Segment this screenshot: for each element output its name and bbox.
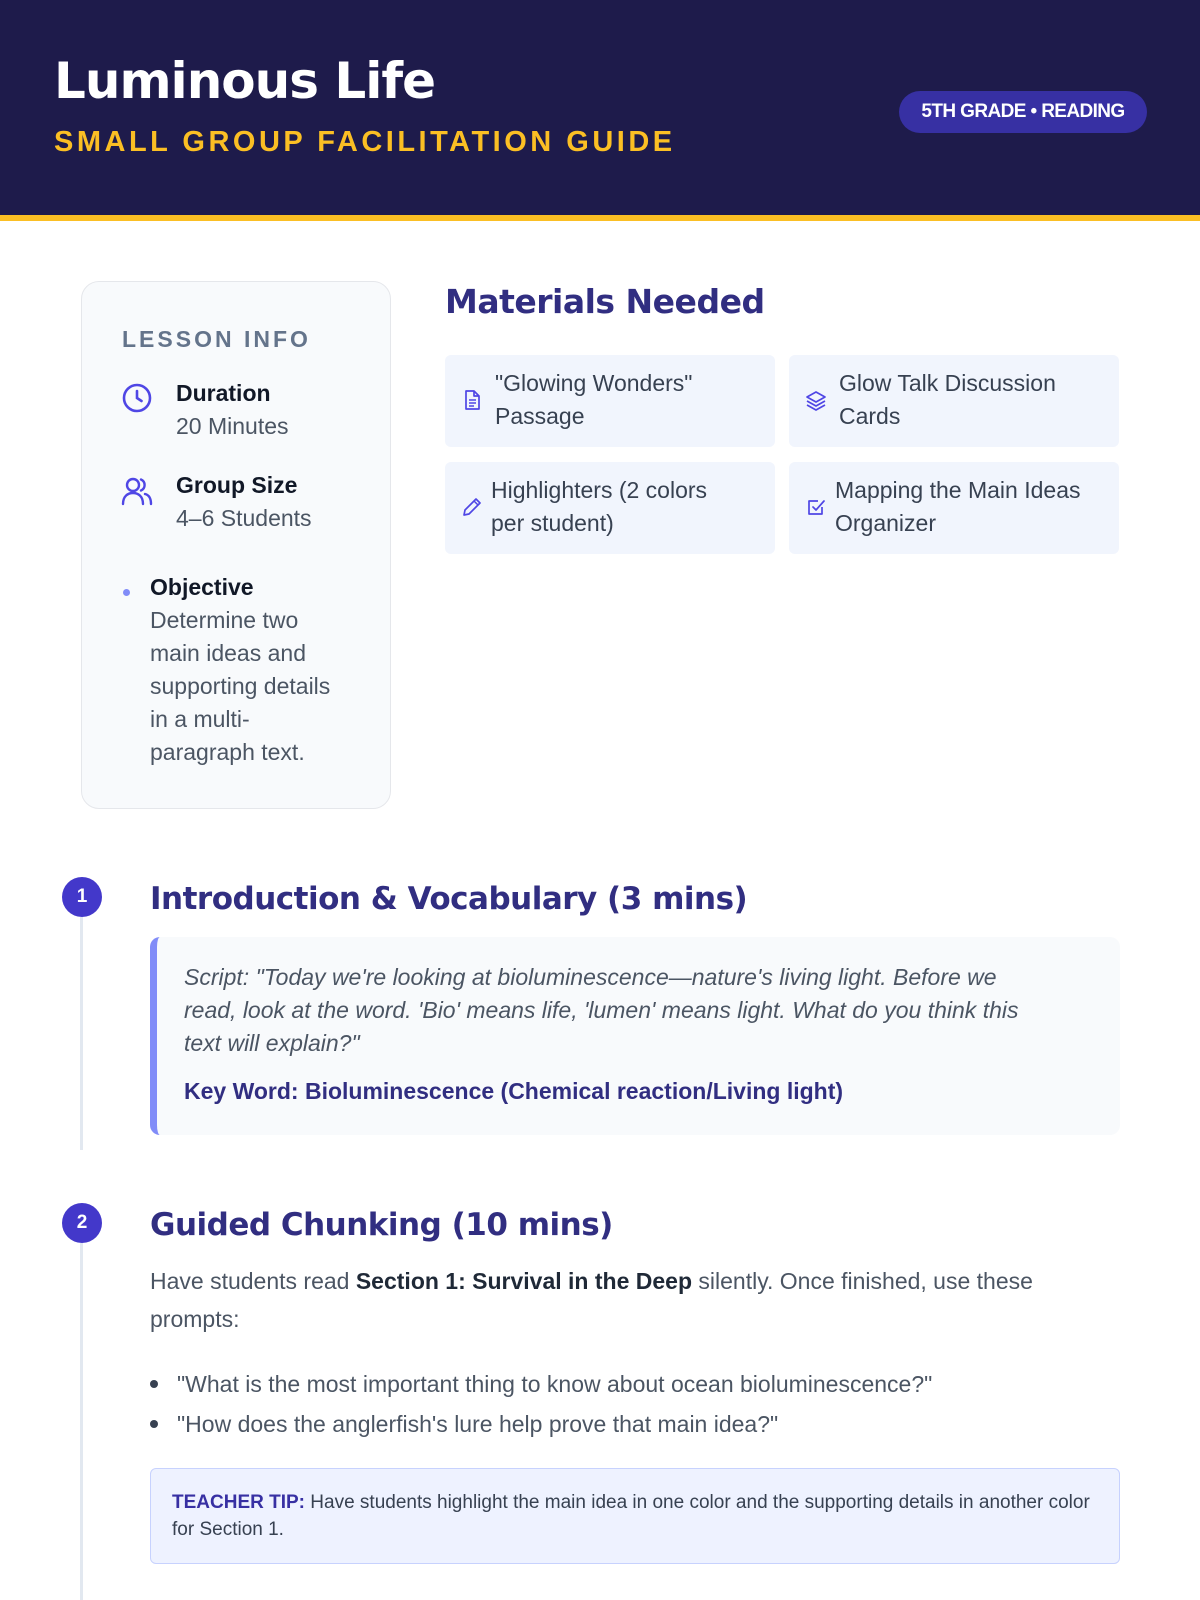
page-subtitle: SMALL GROUP FACILITATION GUIDE: [54, 126, 676, 158]
timeline-line: [80, 917, 83, 1150]
clock-icon: [120, 381, 154, 415]
material-label: "Glowing Wonders" Passage: [495, 370, 693, 429]
grade-badge: 5TH GRADE • READING: [899, 91, 1147, 133]
step-title: Introduction & Vocabulary (3 mins): [150, 881, 748, 917]
list-item: "How does the anglerfish's lure help prove that main idea?": [150, 1411, 778, 1438]
step-title: Guided Chunking (10 mins): [150, 1207, 613, 1243]
lesson-info-heading: LESSON INFO: [122, 326, 311, 352]
lesson-info-card: [81, 281, 391, 809]
material-item: [789, 462, 1119, 554]
bullet-icon: [150, 1420, 158, 1428]
script-box: [150, 937, 1120, 1135]
objective-bullet-icon: [123, 589, 130, 596]
script-text: Script: "Today we're looking at bioluminescence—nature's living light. Before we read, look at the word. 'Bio' means life, 'lumen' means light. What do you think this text will explain?": [184, 964, 1019, 1056]
material-item: [789, 355, 1119, 447]
page-title: Luminous Life: [54, 52, 436, 110]
duration-label: Duration: [176, 380, 271, 406]
duration-value: 20 Minutes: [176, 413, 289, 439]
key-word: Key Word: Bioluminescence (Chemical reaction/Living light): [184, 1078, 844, 1104]
objective-text: Determine two main ideas and supporting details in a multi- paragraph text.: [150, 607, 331, 765]
timeline-line: [80, 1243, 83, 1600]
step-number-badge: 2: [62, 1203, 102, 1243]
teacher-tip-label: TEACHER TIP:: [172, 1492, 305, 1513]
pencil-icon: [461, 496, 483, 518]
page-header: [0, 0, 1200, 221]
teacher-tip-box: [150, 1468, 1120, 1564]
list-item: "What is the most important thing to know about ocean bioluminescence?": [150, 1371, 932, 1398]
section-name: Section 1: Survival in the Deep: [355, 1268, 692, 1294]
material-item: [445, 355, 775, 447]
group-size-label: Group Size: [176, 472, 298, 498]
group-size-value: 4–6 Students: [176, 505, 312, 531]
material-label: Mapping the Main Ideas Organizer: [835, 477, 1081, 536]
layers-icon: [805, 389, 827, 411]
material-label: Highlighters (2 colors per student): [491, 477, 708, 536]
document-icon: [461, 389, 483, 411]
materials-title: Materials Needed: [445, 282, 765, 321]
objective-label: Objective: [150, 574, 254, 600]
step-instructions: Have students read Section 1: Survival in the Deep silently. Once finished, use these prompts:: [150, 1268, 1033, 1332]
teacher-tip-text: Have students highlight the main idea in one color and the supporting details in another color for Section 1.: [172, 1492, 1090, 1540]
checkbox-icon: [805, 496, 827, 518]
step-number-badge: 1: [62, 877, 102, 917]
users-icon: [120, 474, 154, 508]
bullet-icon: [150, 1380, 158, 1388]
material-item: [445, 462, 775, 554]
material-label: Glow Talk Discussion Cards: [839, 370, 1056, 429]
